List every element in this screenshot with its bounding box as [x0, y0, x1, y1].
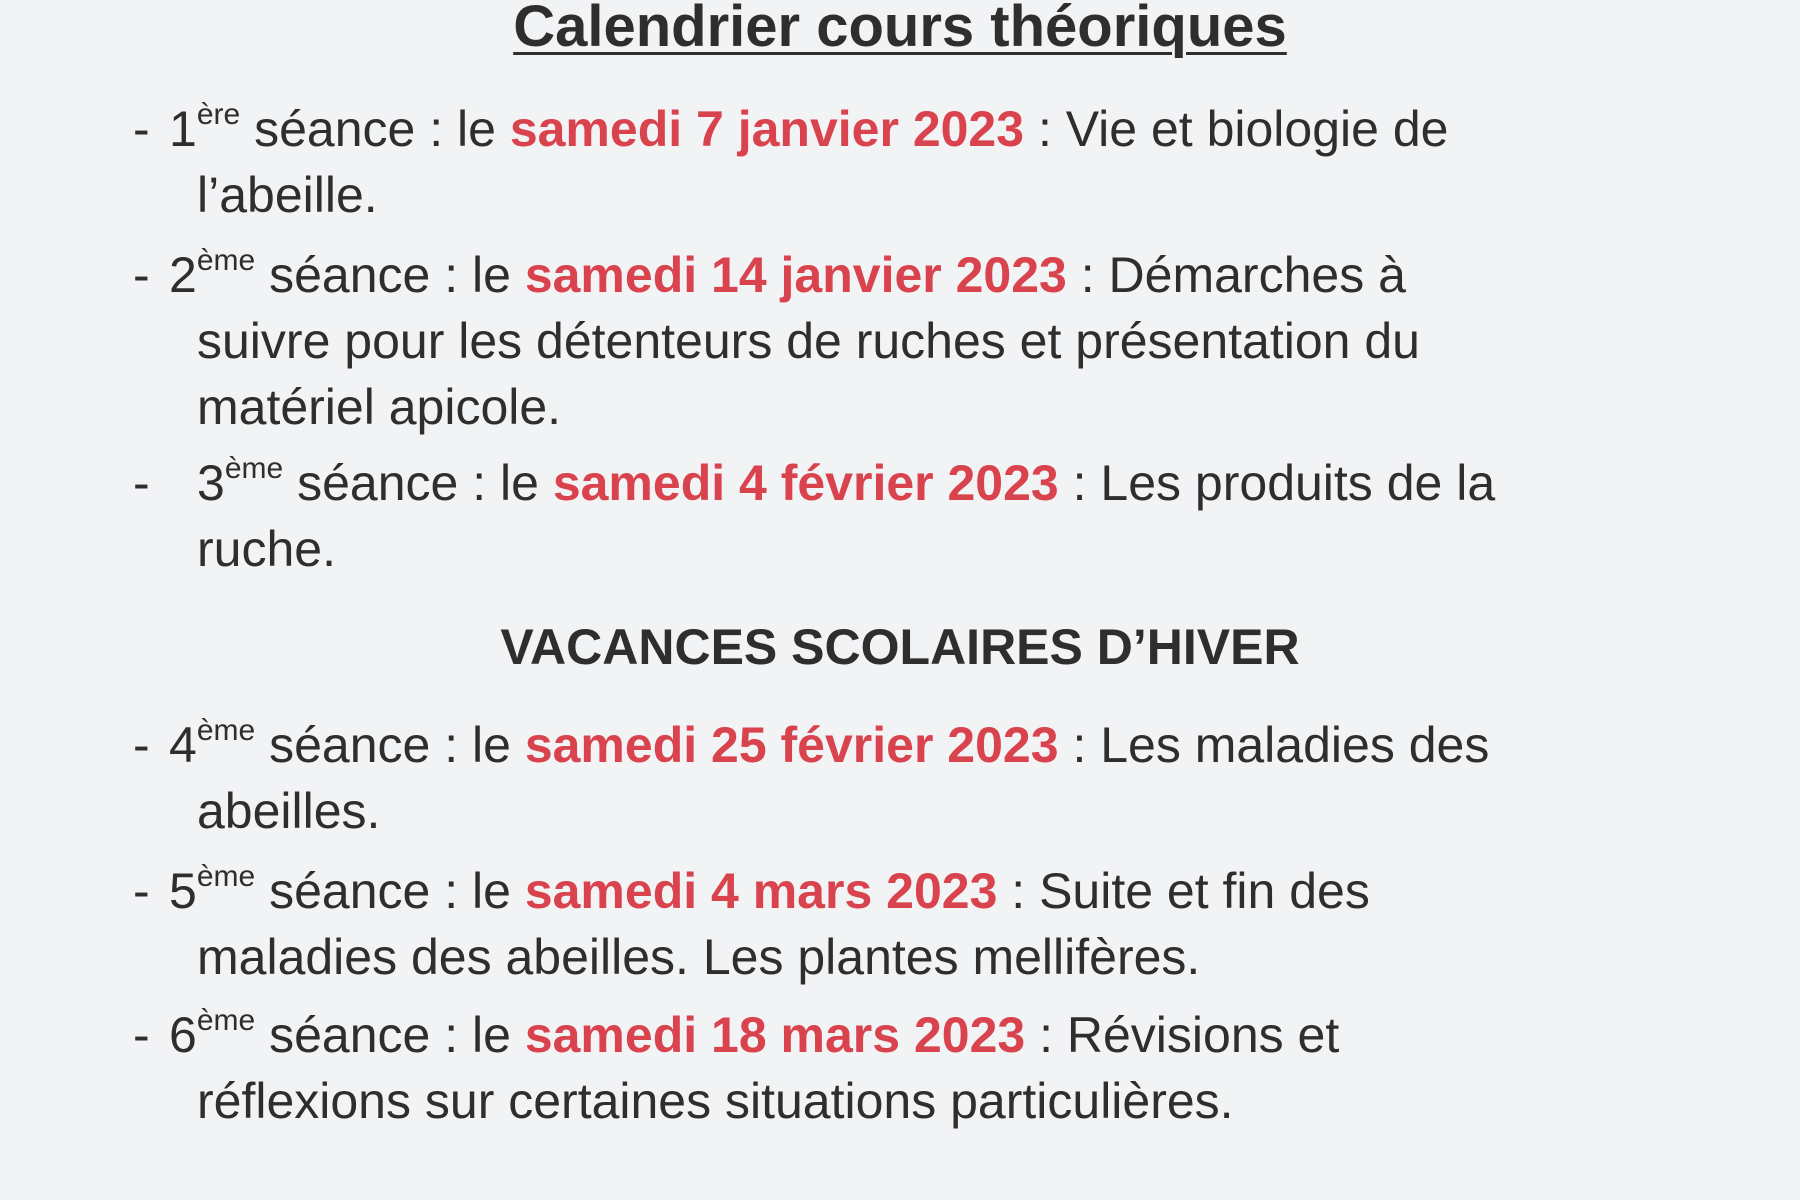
page-title-text: Calendrier cours théoriques — [513, 0, 1287, 59]
ordinal-suffix: ère — [196, 98, 241, 131]
session-topic-continued: ruche. — [197, 521, 336, 577]
session-topic: : Vie et biologie de — [1037, 101, 1449, 157]
session-date: samedi 4 mars 2023 — [524, 863, 998, 919]
session-date: samedi 14 janvier 2023 — [524, 247, 1067, 303]
session-topic: : Les maladies des — [1072, 717, 1490, 773]
session-prefix: séance : le — [297, 455, 539, 511]
list-dash: - — [133, 247, 150, 303]
session-number: 3 — [197, 455, 225, 511]
list-dash: - — [133, 101, 150, 157]
session-date: samedi 4 février 2023 — [552, 455, 1059, 511]
session-prefix: séance : le — [269, 1007, 511, 1063]
session-number: 4 — [169, 717, 197, 773]
ordinal-suffix: ème — [224, 452, 284, 485]
session-line — [133, 450, 1693, 516]
list-dash: - — [133, 455, 150, 511]
list-dash: - — [133, 1007, 150, 1063]
session-entry-3 — [133, 450, 1693, 582]
list-dash: - — [133, 863, 150, 919]
session-date: samedi 18 mars 2023 — [524, 1007, 1026, 1063]
session-topic-continued: maladies des abeilles. Les plantes mellifères. — [197, 929, 1201, 985]
session-date: samedi 7 janvier 2023 — [509, 101, 1025, 157]
session-entry-4 — [133, 712, 1693, 844]
session-line — [133, 242, 1693, 308]
session-line — [133, 1002, 1693, 1068]
session-topic-continued: réflexions sur certaines situations particulières. — [197, 1073, 1234, 1129]
session-line — [133, 96, 1693, 162]
session-number: 2 — [169, 247, 197, 303]
session-number: 6 — [169, 1007, 197, 1063]
ordinal-suffix: ème — [196, 244, 256, 277]
session-number: 5 — [169, 863, 197, 919]
session-entry-2 — [133, 242, 1693, 440]
ordinal-suffix: ème — [196, 714, 256, 747]
session-entry-6 — [133, 1002, 1693, 1134]
session-date: samedi 25 février 2023 — [524, 717, 1059, 773]
session-prefix: séance : le — [269, 247, 511, 303]
session-topic: : Démarches à — [1080, 247, 1406, 303]
session-prefix: séance : le — [269, 717, 511, 773]
session-line — [133, 712, 1693, 778]
list-dash: - — [133, 717, 150, 773]
session-prefix: séance : le — [269, 863, 511, 919]
session-number: 1 — [169, 101, 197, 157]
session-topic: : Les produits de la — [1072, 455, 1496, 511]
session-prefix: séance : le — [254, 101, 496, 157]
session-topic: : Suite et fin des — [1011, 863, 1370, 919]
session-entry-1 — [133, 96, 1693, 228]
session-entry-5 — [133, 858, 1693, 990]
session-topic: : Révisions et — [1039, 1007, 1340, 1063]
session-topic-continued: suivre pour les détenteurs de ruches et présentation du matériel apicole. — [197, 313, 1420, 435]
ordinal-suffix: ème — [196, 1004, 256, 1037]
page-title — [0, 0, 1800, 62]
section-heading: VACANCES SCOLAIRES D’HIVER — [500, 619, 1300, 675]
session-topic-continued: abeilles. — [197, 783, 381, 839]
session-topic-continued: l’abeille. — [197, 167, 378, 223]
ordinal-suffix: ème — [196, 860, 256, 893]
session-line — [133, 858, 1693, 924]
